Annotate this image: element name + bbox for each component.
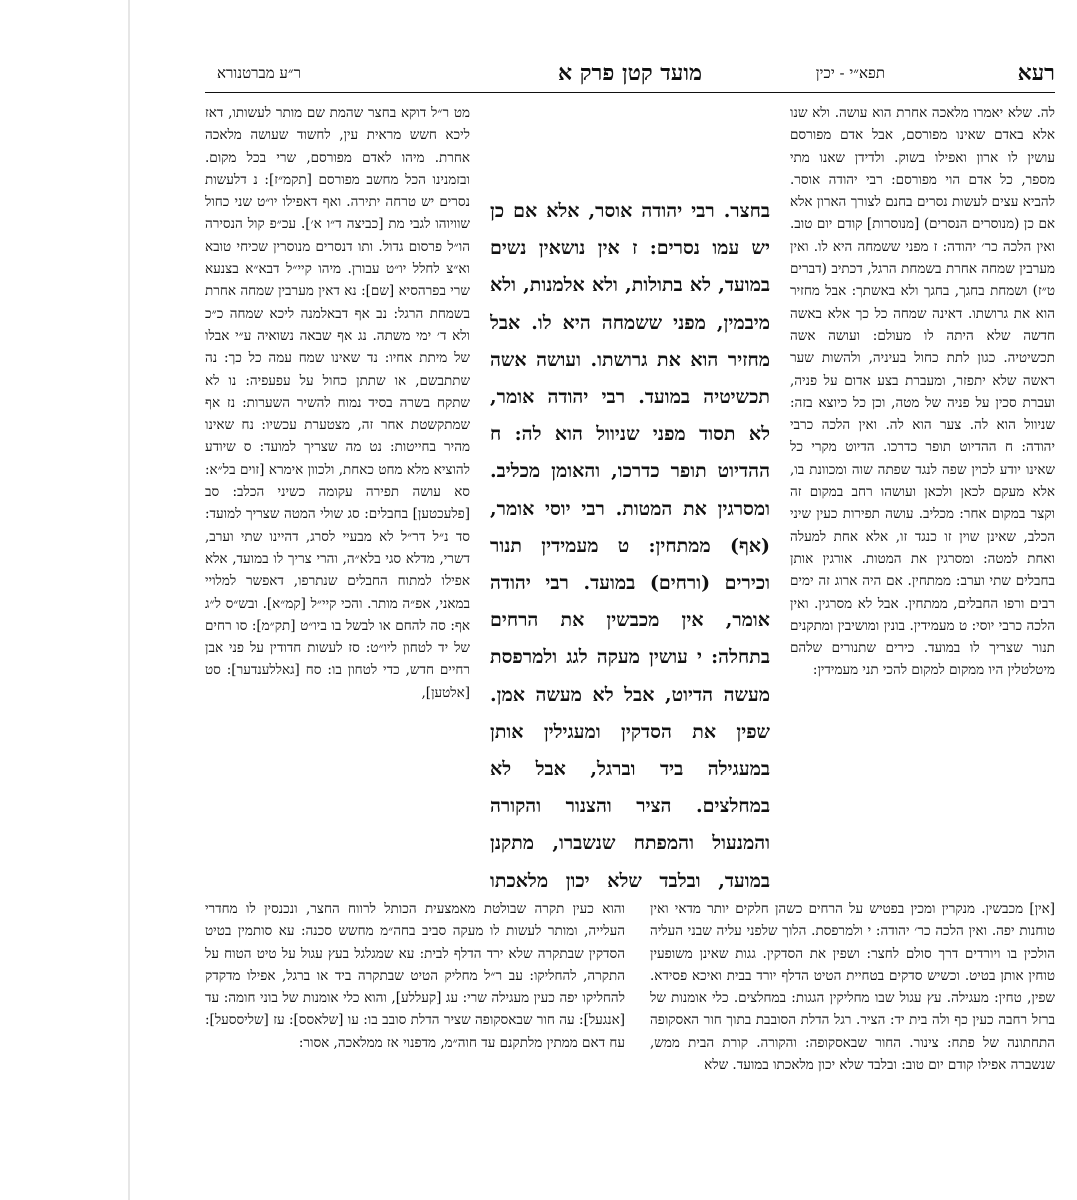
- commentary-label: ר״ע מברטנורא: [217, 64, 301, 82]
- page-number: רעא: [1017, 60, 1055, 86]
- talmud-page: [205, 58, 1055, 1168]
- tiferet-text-upper: מט ר״ל דוקא בחצר שהמת שם מותר לעשותו, דאז ליכא חשש מראית עין, לחשוד שעושה מלאכה אחרת. מיהו לאדם מפורסם, שרי בכל מקום. ובזמנינו הכל מחשב מפורסם [תקמ״ז]: נ דלעשות נסרים יש טרחה יתירה. ואף דאפילו יו״ט שני כחול שוויוהו לגבי מת [כביצה ד״ו א׳]. עכ״פ קול הנסירה הו״ל פרסום גדול. ותו דנסרים מנוסרין שכיחי טובא וא״צ לחלל יו״ט עבורן. מיהו קיי״ל דבא״א בצנעא שרי בפרהסיא [שם]: נא דאין מערבין שמחה אחרת בשמחת הרגל: נב אף דבאלמנה ליכא שמחה כ״כ ולא ד׳ ימי משתה. נג אף שבאה נשואיה ע״י אבלו של מיתת אחיו: נד שאינו שמח עמה כל כך: נה שתתבשם, או שתתן כחול על עפעפיה: נו לא שתקח בשרה בסיד נמוח להשיר השערות: נז אף שמתקשטת אחר זה, מצטערת עכשיו: נח שאינו מהיר בחייטות: נט מה שצריך למועד: ס שיודע להוציא מלא מחט כאחת, ולכוון אימרא [זוים בל״א: סא עושה תפירה עקומה כשיני הכלב: סב [פלעכטען] בחבלים: סג שולי המטה שצריך למועד: סד נ״ל דר״ל לא מבעיי לסרג, דהיינו שתי וערב, דשרי, מדלא סגי בלא״ה, והרי צריך לו במועד, אלא אפילו למתוח החבלים שנתרפו, דאפשר למלויי במאני, אפ״ה מותר. והכי קיי״ל [קמ״א]. ובש״ס ל״ג אף: סה להחם או לבשל בו ביו״ט [תק״מ]: סו רחים של יד לטחון ליו״ט: סז לעשות חדודין על פני אבן רחיים חדש, כדי לטחון בו: סח [גאללענדער]: סט [אלטען],: [205, 105, 470, 701]
- page-header: [205, 58, 1055, 93]
- page-binding-shadow: [128, 0, 130, 1200]
- mishnah-text-block: [490, 193, 770, 893]
- tiferet-column-upper: [205, 102, 470, 897]
- tiferet-column-lower: [205, 898, 625, 1168]
- bartenura-text-lower: [אין] מכבשין. מנקרין ומכין בפטיש על הרחים כשהן חלקים יותר מדאי ואין טוחנות יפה. ואין הלכה כר׳ יהודה: י ולמרפסת. הלוך שלפני עליה שבני העליה הולכין בו ויורדים דרך סולם לחצר: ושפין את הסדקין. גגות שאינן משופעין טוחין אותן בטיט. וכשיש סדקים בטחיית הטיט הדלף יורד בבית ואיכא פסידא. שפין, טחין: מעגילה. עץ עגול שבו מחליקין הגגות: במחלצים. כלי אומנות של ברזל רחבה כעין כף ולה בית יד: הציר. רגל הדלת הסובבת בתוך חור האסקופה התחתונה של פתח: צינור. החור שבאסקופה: והקורה. קורת הבית ממש, שנשברה אפילו קודם יום טוב: ובלבד שלא יכון מלאכתו במועד. שלא: [650, 901, 1055, 1074]
- bartenura-text-upper: לה. שלא יאמרו מלאכה אחרת הוא עושה. ולא שנו אלא באדם שאינו מפורסם, אבל אדם מפורסם עושין לו ארון ואפילו בשוק. ולדידן שאנו מתי מספר, כל אדם הוי מפורסם: רבי יהודה אוסר. להביא עצים לעשות נסרים בחנם לצורך הארון אלא אם כן (מנוסרים הנסרים) [מנוסרות] קודם יום טוב. ואין הלכה כר׳ יהודה: ז מפני ששמחה היא לו. ואין מערבין שמחה אחרת בשמחת הרגל, דכתיב (דברים ט״ז) ושמחת בחגך, בחגך ולא באשתך: אבל מחזיר הוא את גרושתו. דאינה שמחה כל כך אלא באשה חדשה שלא היתה לו מעולם: ועושה אשה תכשיטיה. כגון לתת כחול בעיניה, ולהשות שער ראשה שלא יתפזר, ומעברת בצע אדום על פניה, ועברת סכין על פניה של מטה, וכן כל כיוצא בזה: שניוול הוא לה. צער הוא לה. ואין הלכה כרבי יהודה: ח ההדיוט תופר כדרכו. הדיוט מקרי כל שאינו יודע לכוין שפה לנגד שפתה שוה ומכוונת בו, אלא מעקם לכאן ולכאן ועושהו רחב במקום זה וקצר במקום אחר: מכליב. עושה תפירות כעין שיני הכלב, שאינן שוין זו כנגד זו, אלא אחת למעלה ואחת למטה: ומסרגין את המטות. אורגין אותן בחבלים שתי וערב: ממתחין. אם היה ארוג זה ימים רבים ורפו החבלים, ממתחין. אבל לא מסרגין. ואין הלכה כרבי יוסי: ט מעמידין. בונין ומושיבין ומתקנים תנור שצריך לו במועד. כירים שתנורים שלהם מיטלטלין היו ממקום למקום להכי תני מעמידין:: [790, 105, 1055, 679]
- bartenura-column-upper: [790, 102, 1055, 897]
- bartenura-column-lower: [650, 898, 1055, 1168]
- mishnah-text: בחצר. רבי יהודה אוסר, אלא אם כן יש עמו נסרים: ז אין נושאין נשים במועד, לא בתולות, ולא אלמנות, ולא מיבמין, מפני ששמחה היא לו. אבל מחזיר הוא את גרושתו. ועושה אשה תכשיטיה במועד. רבי יהודה אומר, לא תסוד מפני שניוול הוא לה: ח ההדיוט תופר כדרכו, והאומן מכליב. ומסרגין את המטות. רבי יוסי אומר, (אף) ממתחין: ט מעמידין תנור וכירים (ורחים) במועד. רבי יהודה אומר, אין מכבשין את הרחים בתחלה: י עושין מעקה לגג ולמרפסת מעשה הדיוט, אבל לא מעשה אמן. שפין את הסדקין ומעגילין אותן במעגילה ביד וברגל, אבל לא במחלצים. הציר והצנור והקורה והמנעול והמפתח שנשברו, מתקנן במועד, ובלבד שלא יכון מלאכתו: [490, 200, 770, 892]
- section-range: תפא״י - יכין: [815, 64, 885, 82]
- tiferet-text-lower: והוא כעין תקרה שבולטת מאמצעית הכותל לרווח החצר, ונכנסין לו מחדרי העלייה, ומותר לעשות לו מעקה סביב בחה״מ מחשש סכנה: עא סותמין בטיט הסדקין שבתקרה שלא ירד הדלף לבית: עא שמגלגל בעץ עגול על טיט הטוח על התקרה, להחליקו: עב ר״ל מחליק הטיט שבתקרה ביד או ברגל, אפילו מדקדק להחליקו יפה כעין מעגילה שרי: עג [קעללע], והוא כלי אומנות של בוני חומה: עד [אנגעל]: עה חור שבאסקופה שציר הדלת סובב בו: עו [שלאסס]: עז [שליססעל]: עח דאם ממתין מלתקנם עד חוה״מ, מדפנוי אז ממלאכה, אסור:: [205, 901, 625, 1051]
- tractate-title: מועד קטן פרק א: [557, 60, 703, 86]
